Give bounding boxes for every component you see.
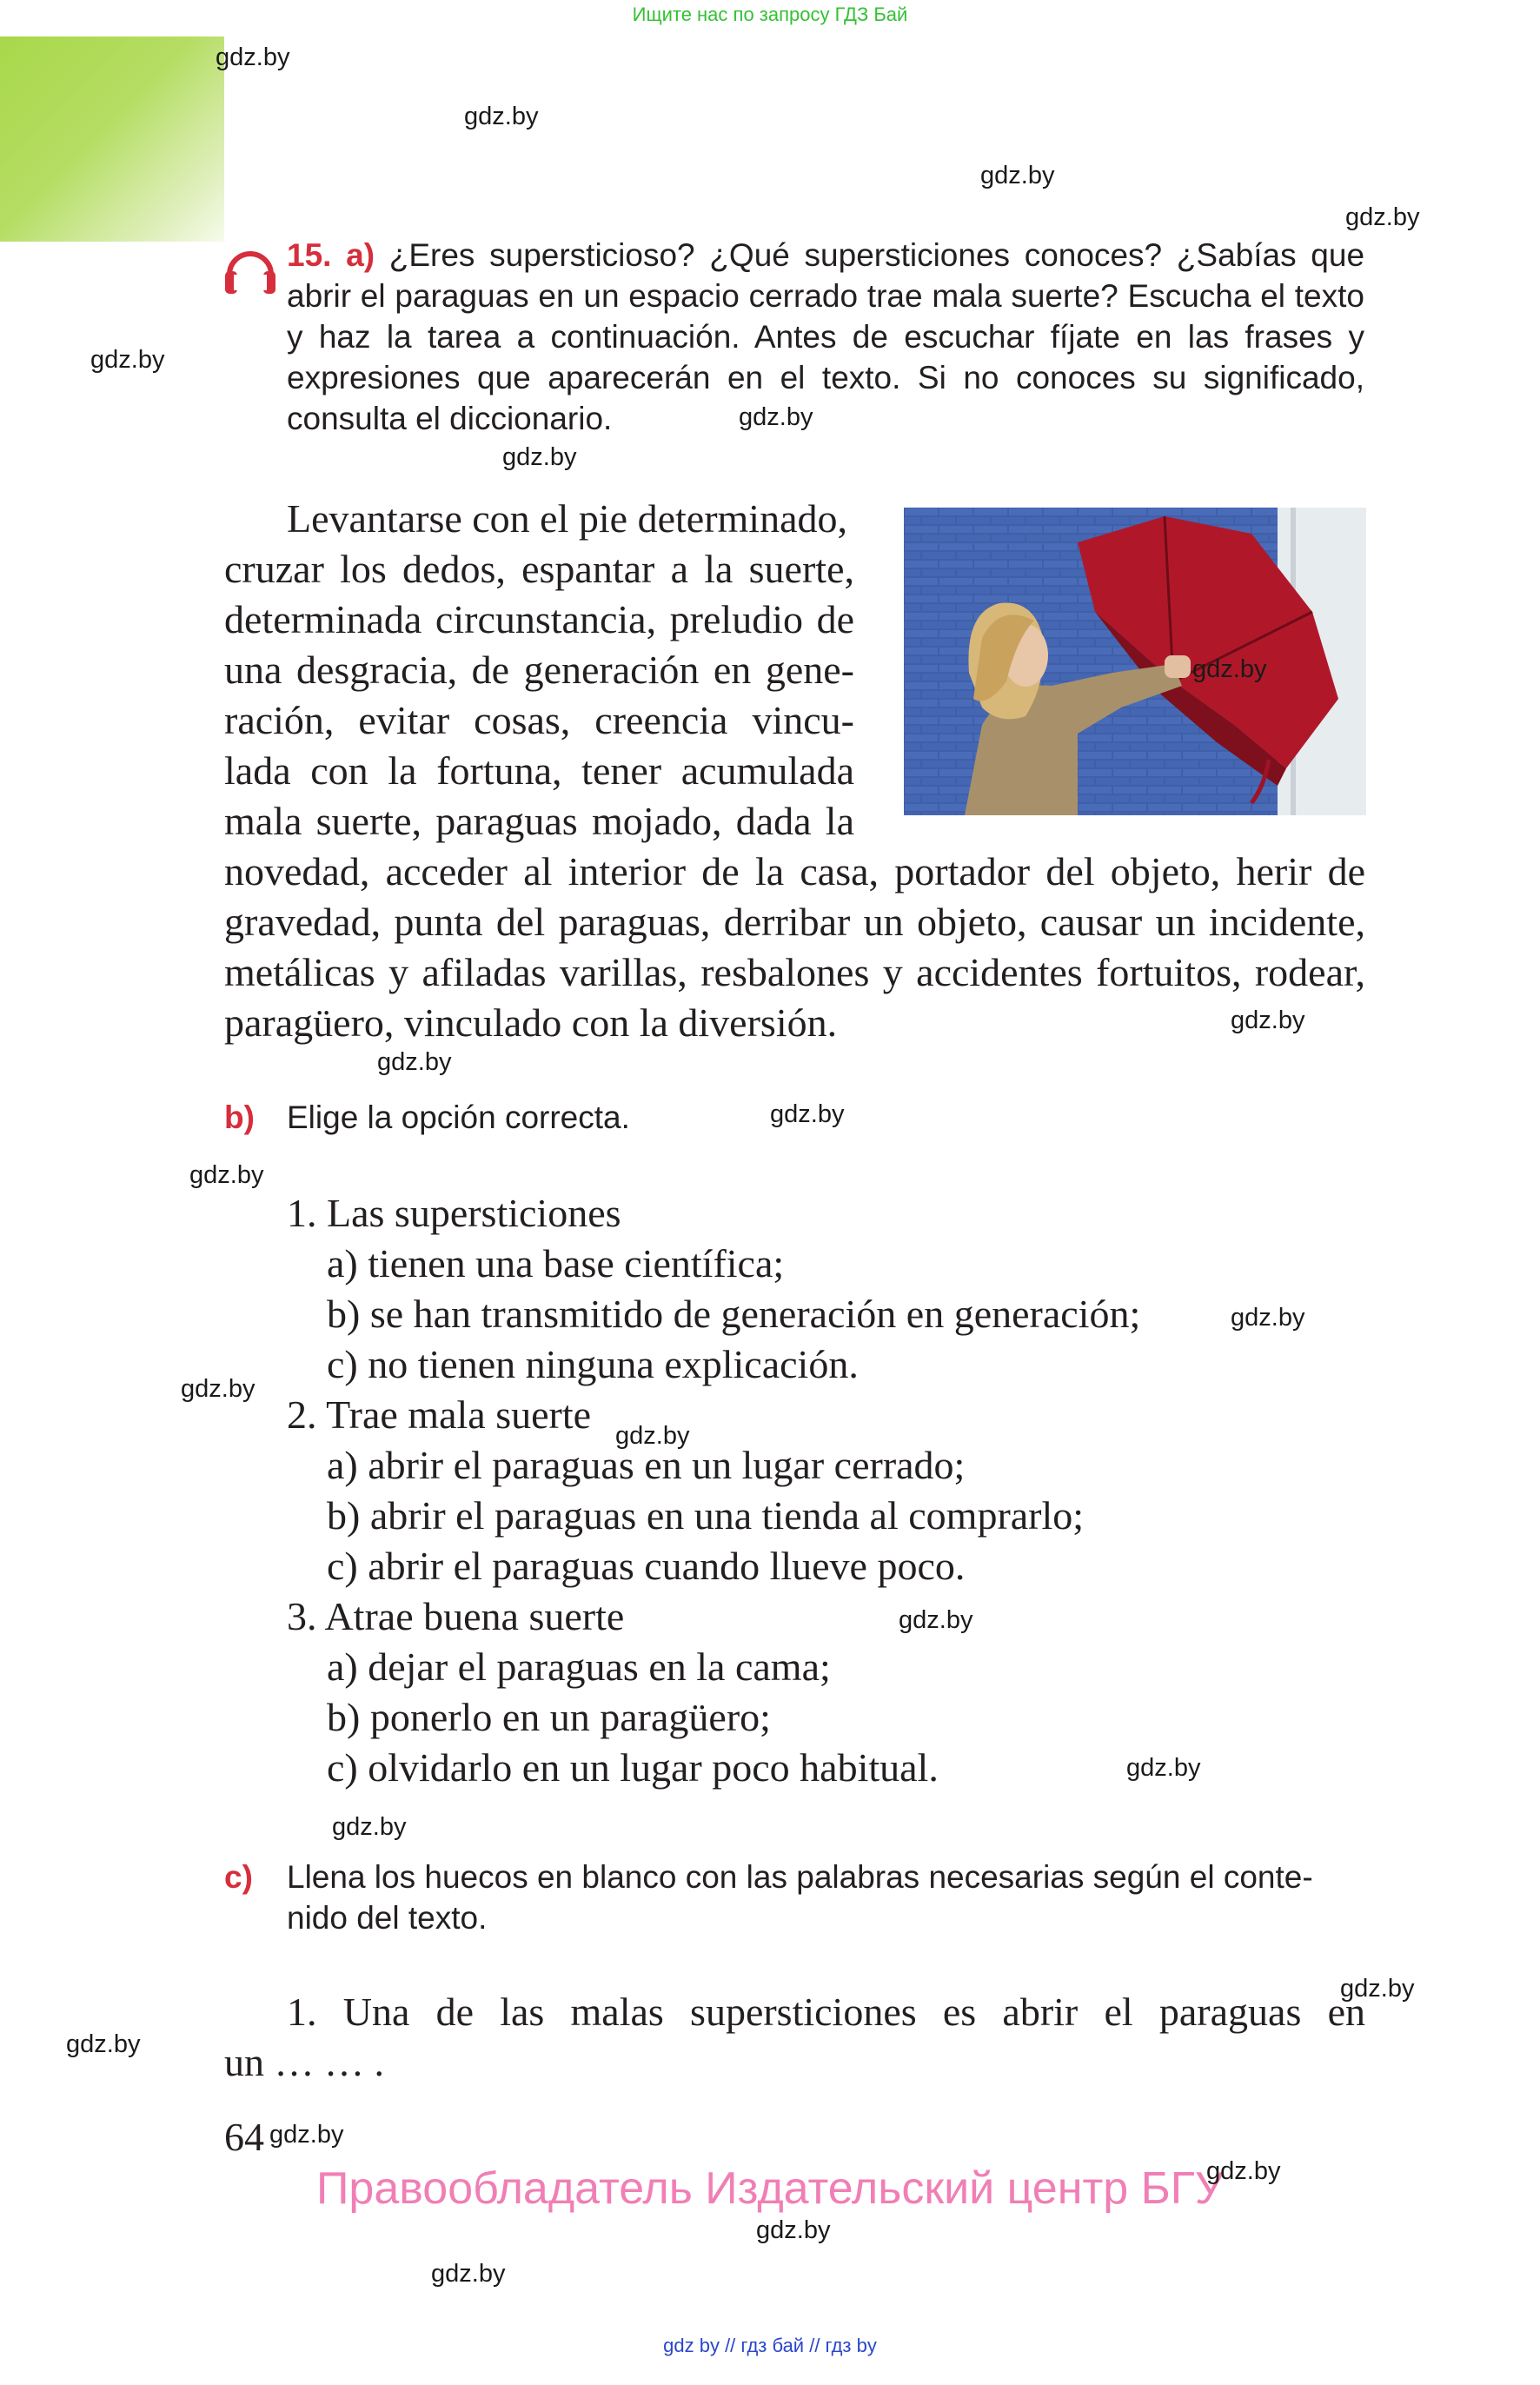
vocab-line: Levantarse con el pie determinado, [287, 496, 847, 541]
bottom-links-note: gdz by // гдз бай // гдз by [663, 2335, 877, 2356]
option: c) abrir el paraguas cuando llueve poco. [327, 1544, 966, 1588]
watermark: gdz.by [770, 1100, 845, 1128]
headphones-icon [221, 240, 280, 299]
option: b) ponerlo en un paragüero; [327, 1695, 771, 1739]
watermark: gdz.by [502, 443, 577, 471]
watermark: gdz.by [431, 2260, 506, 2288]
task-c-text [287, 1857, 1366, 1938]
option: a) abrir el paraguas en un lugar cerrado; [327, 1443, 966, 1487]
question-1 [287, 1188, 1140, 1793]
option: c) no tienen ninguna explicación. [327, 1342, 859, 1386]
watermark: gdz.by [1192, 655, 1267, 683]
watermark: gdz.by [899, 1606, 973, 1634]
option: b) se han transmitido de generación en generación; [327, 1292, 1141, 1336]
watermark: gdz.by [1345, 203, 1420, 231]
top-search-note: Ищите нас по запросу ГДЗ Бай [632, 3, 908, 25]
vocab-line: determinada circunstancia, preludio de [224, 597, 854, 641]
question-text: 3. Atrae buena suerte [287, 1594, 625, 1638]
green-corner-block [0, 37, 224, 242]
task-letter-c: c) [224, 1859, 253, 1895]
watermark: gdz.by [332, 1813, 407, 1841]
watermark: gdz.by [464, 103, 539, 130]
vocab-line: mala suerte, paraguas mojado, dada la [224, 799, 854, 843]
watermark: gdz.by [377, 1048, 452, 1076]
vocab-line: lada con la fortuna, tener acumulada [224, 748, 854, 793]
watermark: gdz.by [216, 43, 290, 71]
watermark: gdz.by [90, 346, 165, 374]
watermark: gdz.by [1231, 1006, 1305, 1034]
watermark: gdz.by [615, 1422, 690, 1450]
vocab-wide: novedad, acceder al interior de la casa, portador del objeto, herir de gravedad, punta del paraguas, derribar un objeto, causar un incidente, metálicas y afiladas varillas, resbalones y accidentes fortuitos, rodear, paragüero, vinculado con la diversión. [224, 849, 1365, 1045]
watermark: gdz.by [1340, 1975, 1415, 2003]
task-b-text: Elige la opción correcta. [287, 1099, 630, 1135]
watermark: gdz.by [181, 1375, 256, 1403]
task-c [224, 1857, 253, 1897]
watermark: gdz.by [1231, 1304, 1305, 1332]
task-c-line: nido del texto. [287, 1900, 488, 1936]
task-15a [287, 235, 1364, 439]
watermark: gdz.by [189, 1161, 264, 1189]
option: a) tienen una base científica; [327, 1241, 785, 1286]
watermark: gdz.by [269, 2121, 344, 2149]
fill-line: 1. Una de las malas supersticiones es abrir el paraguas en [287, 1990, 1365, 2034]
watermark: gdz.by [1126, 1754, 1201, 1782]
fill-line: un … … . [224, 2040, 384, 2084]
task-c-line: Llena los huecos en blanco con las palabras necesarias según el conte- [287, 1859, 1313, 1895]
question-text: 2. Trae mala suerte [287, 1392, 592, 1437]
woman-red-umbrella-photo [904, 508, 1366, 815]
task-a-text: ¿Eres supersticioso? ¿Qué supersticiones conoces? ¿Sabías que abrir el paraguas en un espacio cerrado trae mala suerte? Escucha el texto y haz la tarea a continuación. Antes de escuchar fíjate en las frases y expresiones que aparecerán en el texto. Si no conoces su significado, consulta el diccionario. [287, 237, 1365, 436]
option: c) olvidarlo en un lugar poco habitual. [327, 1745, 939, 1790]
option: a) dejar el paraguas en la cama; [327, 1644, 831, 1689]
watermark: gdz.by [66, 2030, 141, 2058]
question-text: 1. Las supersticiones [287, 1191, 621, 1235]
vocab-line: ración, evitar cosas, creencia vincu- [224, 698, 854, 742]
task-number: 15. [287, 237, 332, 273]
watermark: gdz.by [739, 403, 813, 431]
option: b) abrir el paraguas en una tienda al comprarlo; [327, 1493, 1085, 1538]
page-number: 64 [224, 2115, 264, 2159]
watermark: gdz.by [980, 162, 1055, 189]
task-b [224, 1097, 630, 1138]
copyright-footer: Правообладатель Издательский центр БГУ [316, 2163, 1224, 2214]
watermark: gdz.by [1206, 2157, 1281, 2185]
fill-in-sentence [224, 1987, 1365, 2088]
task-letter-a: a) [346, 237, 375, 273]
watermark: gdz.by [756, 2216, 831, 2244]
task-letter-b: b) [224, 1099, 255, 1135]
vocab-line: una desgracia, de generación en gene- [224, 648, 854, 692]
vocab-line: cruzar los dedos, espantar a la suerte, [224, 547, 854, 591]
